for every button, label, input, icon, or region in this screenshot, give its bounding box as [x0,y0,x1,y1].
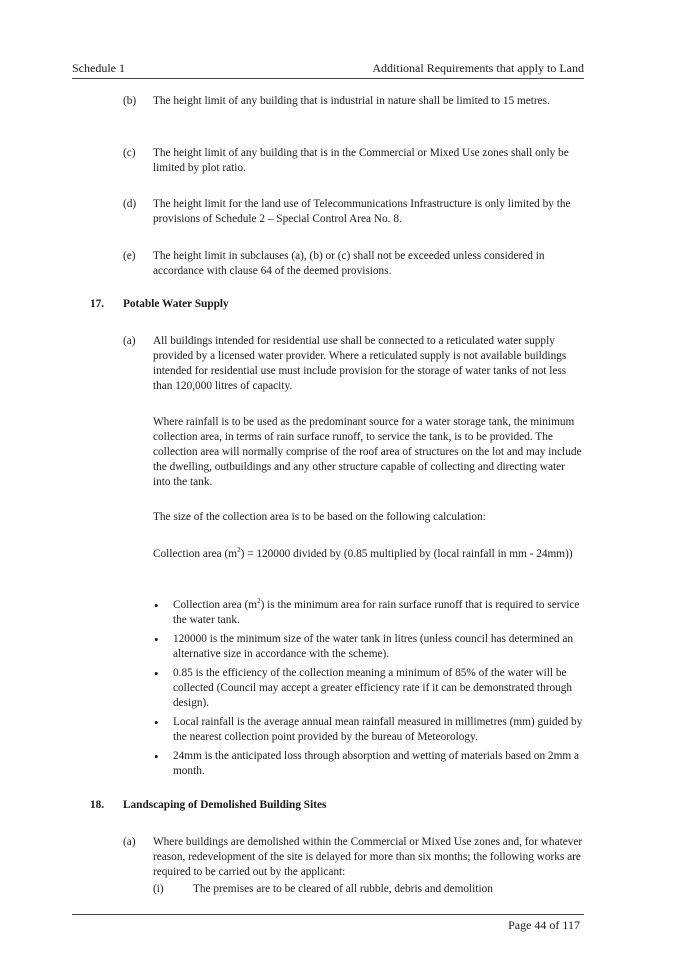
footer-rule [72,914,584,915]
list-item: • 0.85 is the efficiency of the collection meaning a minimum of 85% of the water will be collected (Council may accept a greater efficiency rate if it can be demonstrated through design). [153,666,583,711]
section-number: 18. [90,799,105,811]
formula-post: ) = 120000 divided by (0.85 multiplied by (local rainfall in mm - 24mm)) [240,548,573,560]
list-item [153,598,583,628]
formula-sup: 2 [237,546,241,555]
clause-text: The height limit of any building that is industrial in nature shall be limited to 15 metres. [153,95,550,107]
clause-text: The height limit in subclauses (a), (b) or (c) shall not be exceeded unless considered in accordance with clause 64 of the deemed provisions. [153,250,545,277]
clause-label: (c) [123,147,136,159]
formula [153,547,583,562]
list-item: • 120000 is the minimum size of the water tank in litres (unless council has determined an alternative size in accordance with the scheme). [153,632,583,662]
page-header [72,61,584,79]
clause-label: (d) [123,198,137,210]
clause-text: Where buildings are demolished within the Commercial or Mixed Use zones and, for whatever reason, redevelopment of the site is delayed for more than six months; the following works are required to be carried out by the applicant: [153,836,583,878]
clause-label: (a) [123,836,136,848]
calculation-intro: The size of the collection area is to be based on the following calculation: [153,511,486,523]
clause-label: (a) [123,335,136,347]
definition-list [153,598,583,783]
list-item: • Local rainfall is the average annual mean rainfall measured in millimetres (mm) guided by the nearest collection point provided by the bureau of Meteorology. [153,715,583,745]
collection-area-paragraph: Where rainfall is to be used as the predominant source for a water storage tank, the minimum collection area, in terms of rain surface runoff, to service the tank, is to be provided. The collection area will normally comprise of the roof area of structures on the lot and may include the dwelling, outbuildings and any other structure capable of collecting and directing water into the tank. [153,416,582,488]
header-right: Additional Requirements that apply to Land [372,61,584,75]
section-title: Potable Water Supply [123,298,229,310]
subclause-text: The premises are to be cleared of all rubble, debris and demolition [193,883,493,895]
clause-text: The height limit for the land use of Telecommunications Infrastructure is only limited by the provisions of Schedule 2 – Special Control Area No. 8. [153,198,571,225]
list-item: • 24mm is the anticipated loss through absorption and wetting of materials based on 2mm a month. [153,749,583,779]
bullet-post: ) is the minimum area for rain surface runoff that is required to service the water tank. [173,599,580,626]
section-title: Landscaping of Demolished Building Sites [123,799,327,811]
bullet-pre: Collection area (m [173,599,258,611]
clause-text: The height limit of any building that is in the Commercial or Mixed Use zones shall only be limited by plot ratio. [153,147,569,174]
formula-pre: Collection area (m [153,548,238,560]
section-number: 17. [90,298,105,310]
page-number: Page 44 of 117 [508,918,580,932]
clause-label: (e) [123,250,136,262]
subclause-label: (i) [153,883,164,895]
bullet-sup: 2 [257,597,261,606]
clause-text: All buildings intended for residential use shall be connected to a reticulated water supply provided by a licensed water provider. Where a reticulated supply is not available buildings intended for residential use must include provision for the storage of water tanks of not less than 120,000 litres of capacity. [153,335,567,392]
header-left: Schedule 1 [72,61,125,75]
clause-label: (b) [123,95,137,107]
